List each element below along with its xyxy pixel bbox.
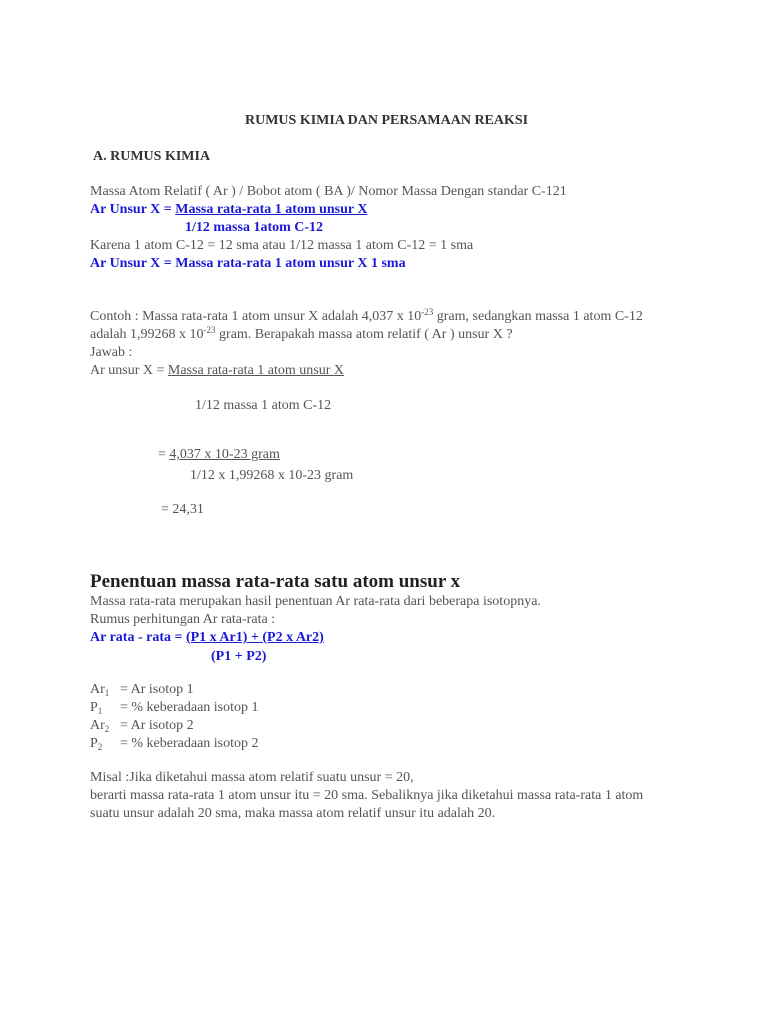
- misal-line-3: suatu unsur adalah 20 sma, maka massa atom relatif unsur itu adalah 20.: [90, 806, 496, 821]
- text-line: Massa Atom Relatif ( Ar ) / Bobot atom ( BA )/ Nomor Massa Dengan standar C-121: [90, 184, 567, 199]
- equals-sign: =: [158, 447, 170, 462]
- symbol-sub: 1: [97, 706, 103, 716]
- page-title: RUMUS KIMIA DAN PERSAMAAN REAKSI: [245, 113, 529, 128]
- symbol-base: P: [90, 736, 98, 751]
- misal-line-1: Misal :Jika diketahui massa atom relatif suatu unsur = 20,: [90, 770, 414, 785]
- symbol-base: Ar: [90, 718, 105, 733]
- calc-step-1: [158, 446, 280, 464]
- exponent: -23: [203, 325, 216, 335]
- formula-left: Ar Unsur X =: [90, 202, 176, 217]
- exponent: -23: [421, 307, 434, 317]
- symbol-sub: 2: [97, 742, 103, 752]
- formula-ar-unsur-sma: Ar Unsur X = Massa rata-rata 1 atom unsur X 1 sma: [90, 256, 406, 271]
- formula-denominator: (P1 + P2): [211, 649, 267, 664]
- equation-denominator: 1/12 massa 1 atom C-12: [195, 398, 332, 413]
- definition-text: = % keberadaan isotop 2: [120, 736, 259, 751]
- contoh-line-2: [90, 326, 513, 344]
- formula-numerator: Massa rata-rata 1 atom unsur X: [175, 202, 368, 217]
- symbol-base: Ar: [90, 682, 105, 697]
- symbol: [90, 681, 120, 699]
- definition-ar1: [90, 681, 194, 699]
- text-line: Massa rata-rata merupakan hasil penentuan Ar rata-rata dari beberapa isotopnya.: [90, 594, 541, 609]
- formula-denominator: 1/12 massa 1atom C-12: [185, 220, 324, 235]
- section-heading-penentuan: Penentuan massa rata-rata satu atom unsur x: [90, 571, 461, 592]
- symbol-sub: 1: [104, 688, 110, 698]
- symbol: [90, 699, 120, 717]
- symbol: [90, 735, 120, 753]
- section-heading-rumus-kimia: A. RUMUS KIMIA: [93, 149, 211, 164]
- formula-numerator: (P1 x Ar1) + (P2 x Ar2): [185, 630, 324, 645]
- ar-unsur-x-equation: [90, 362, 344, 380]
- text-part: gram, sedangkan massa 1 atom C-12: [433, 309, 643, 324]
- calc-denominator: 1/12 x 1,99268 x 10-23 gram: [190, 468, 354, 483]
- formula-ar-unsur: [90, 201, 368, 219]
- jawab-label: Jawab :: [90, 345, 133, 360]
- formula-ar-rata-rata: [90, 629, 324, 647]
- misal-line-2: berarti massa rata-rata 1 atom unsur itu = 20 sma. Sebaliknya jika diketahui massa rata-rata 1 atom: [90, 788, 644, 803]
- symbol: [90, 717, 120, 735]
- text-part: gram. Berapakah massa atom relatif ( Ar ) unsur X ?: [215, 327, 513, 342]
- definition-p2: [90, 735, 259, 753]
- symbol-sub: 2: [104, 724, 110, 734]
- text-line: Rumus perhitungan Ar rata-rata :: [90, 612, 276, 627]
- definition-p1: [90, 699, 259, 717]
- equation-left: Ar unsur X =: [90, 363, 168, 378]
- calc-result: = 24,31: [161, 502, 204, 517]
- text-line: Karena 1 atom C-12 = 12 sma atau 1/12 massa 1 atom C-12 = 1 sma: [90, 238, 474, 253]
- text-part: adalah 1,99268 x 10: [90, 327, 204, 342]
- formula-left: Ar rata - rata =: [90, 630, 186, 645]
- definition-text: = Ar isotop 1: [120, 682, 194, 697]
- text-part: Contoh : Massa rata-rata 1 atom unsur X adalah 4,037 x 10: [90, 309, 422, 324]
- contoh-line-1: [90, 308, 643, 326]
- definition-ar2: [90, 717, 194, 735]
- equation-numerator: Massa rata-rata 1 atom unsur X: [167, 363, 344, 378]
- symbol-base: P: [90, 700, 98, 715]
- definition-text: = Ar isotop 2: [120, 718, 194, 733]
- calc-numerator: 4,037 x 10-23 gram: [169, 447, 280, 462]
- definition-text: = % keberadaan isotop 1: [120, 700, 259, 715]
